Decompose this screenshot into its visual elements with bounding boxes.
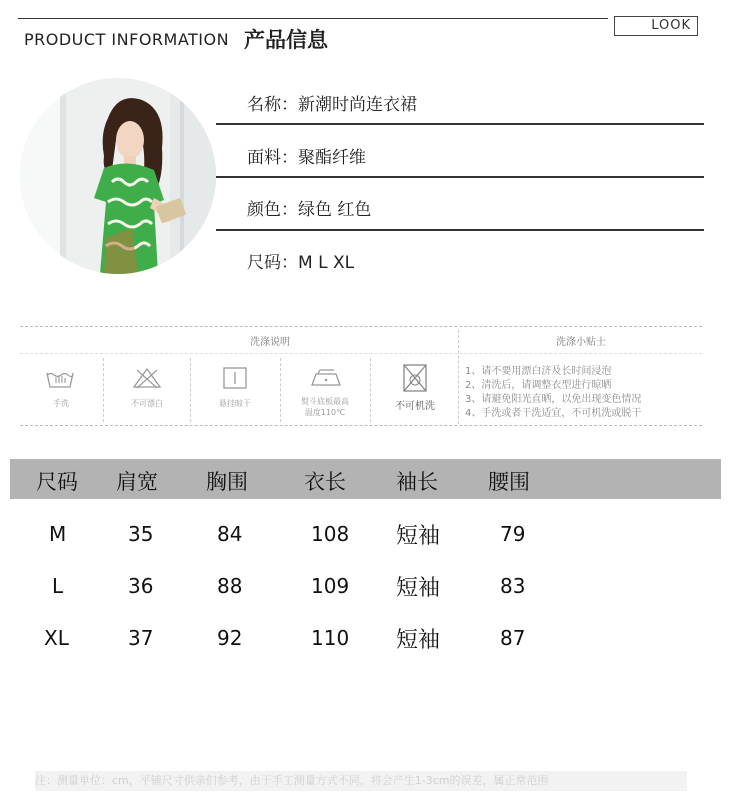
size-cell: 短袖 [396, 576, 441, 601]
info-divider [216, 123, 704, 125]
size-header-cell: 尺码 [36, 470, 78, 494]
size-header-cell: 肩宽 [116, 470, 158, 494]
header-rule [18, 18, 608, 19]
care-tip: 2、清洗后，请调整衣型进行晾晒 [465, 380, 612, 391]
size-cell: 87 [500, 626, 526, 650]
size-cell: 109 [311, 574, 350, 598]
care-cell-divider [190, 358, 191, 422]
info-color: 颜色：绿色 红色 [247, 200, 372, 220]
info-name: 名称：新潮时尚连衣裙 [247, 95, 417, 115]
care-tip: 1、请不要用漂白济及长时间浸泡 [465, 366, 612, 377]
care-tip: 4、手洗或者干洗适宜，不可机洗或脱干 [465, 408, 642, 419]
size-cell: 84 [217, 522, 243, 546]
no-bleach-icon [131, 366, 163, 390]
line-dry-icon [222, 366, 248, 390]
hand-wash-label: 手洗 [53, 399, 69, 408]
iron-label: 熨斗底板最高 温度110℃ [301, 397, 349, 417]
no-machine-wash-icon [402, 363, 428, 393]
size-cell: 92 [217, 626, 243, 650]
care-top-rule [20, 326, 702, 327]
info-size: 尺码：M L XL [247, 253, 355, 273]
size-cell: 短袖 [396, 524, 441, 549]
measurement-note: 注：测量单位：cm，平铺尺寸供亲们参考，由于手工测量方式不同，将会产生1-3cm的误差，属正常范围 [35, 771, 687, 791]
size-header-cell: 腰围 [488, 470, 530, 494]
size-cell: 36 [128, 574, 154, 598]
iron-icon [308, 368, 344, 388]
info-fabric: 面料：聚酯纤维 [247, 148, 366, 168]
product-photo [20, 78, 216, 274]
size-cell: M [49, 522, 67, 546]
size-cell: XL [44, 626, 69, 650]
size-cell: 37 [128, 626, 154, 650]
care-cell-divider [370, 358, 371, 422]
look-badge: LOOK [614, 16, 698, 36]
info-divider [216, 176, 704, 178]
no-bleach-label: 不可漂白 [131, 399, 163, 408]
care-right-heading: 洗涤小贴士 [556, 337, 606, 348]
hand-wash-icon [44, 366, 76, 390]
size-cell: 短袖 [396, 628, 441, 653]
no-machine-wash-label: 不可机洗 [395, 401, 435, 412]
line-dry-label: 悬挂晾干 [219, 399, 251, 408]
care-tip: 3、请避免阳光直晒，以免出现变色情况 [465, 394, 642, 405]
size-header-cell: 胸围 [206, 470, 248, 494]
care-header-rule [20, 353, 702, 354]
care-cell-divider [103, 358, 104, 422]
size-cell: 83 [500, 574, 526, 598]
size-header-cell: 衣长 [304, 470, 346, 494]
size-cell: 79 [500, 522, 526, 546]
size-cell: L [52, 574, 64, 598]
size-cell: 35 [128, 522, 154, 546]
info-divider [216, 229, 704, 231]
size-cell: 88 [217, 574, 243, 598]
size-cell: 108 [311, 522, 350, 546]
size-cell: 110 [311, 626, 350, 650]
size-header-cell: 袖长 [396, 470, 438, 494]
title-english: PRODUCT INFORMATION [24, 30, 230, 49]
care-bottom-rule [20, 425, 702, 426]
title-chinese: 产品信息 [244, 28, 328, 52]
care-section-divider [458, 330, 459, 424]
care-left-heading: 洗涤说明 [250, 337, 290, 348]
care-cell-divider [280, 358, 281, 422]
